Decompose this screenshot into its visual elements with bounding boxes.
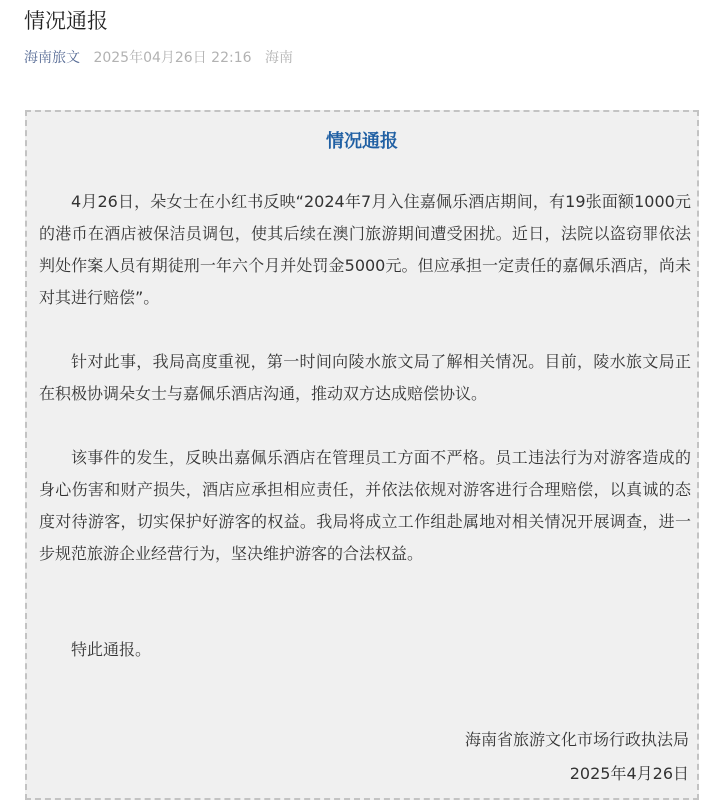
notice-paragraph-3: 该事件的发生，反映出嘉佩乐酒店在管理员工方面不严格。员工违法行为对游客造成的身心伤害和财产损失，酒店应承担相应责任，并依法依规对游客进行合理赔偿，以真诚的态度对待游客，切实保护好游客的权益。我局将成立工作组赴属地对相关情况开展调查，进一步规范旅游企业经营行为，坚决维护游客的合法权益。: [39, 448, 691, 563]
publish-time: 2025年04月26日 22:16: [93, 50, 252, 66]
account-name-link[interactable]: 海南旅文: [24, 50, 80, 66]
publish-location: 海南: [264, 50, 293, 66]
notice-paragraph-4: 特此通报。: [71, 640, 152, 659]
notice-paragraph-1: 4月26日，朵女士在小红书反映“2024年7月入住嘉佩乐酒店期间，有19张面额1000元的港币在酒店被保洁员调包，使其后续在澳门旅游期间遭受困扰。近日，法院以盗窃罪依法判处作案人员有期徒刑一年六个月并处罚金5000元。但应承担一定责任的嘉佩乐酒店，尚未对其进行赔偿”。: [39, 192, 691, 307]
article-meta: [24, 47, 293, 69]
signature-date: 2025年4月26日: [569, 764, 689, 783]
notice-box: [25, 110, 699, 800]
signature-organization: 海南省旅游文化市场行政执法局: [464, 730, 689, 749]
notice-paragraph-2: 针对此事，我局高度重视，第一时间向陵水旅文局了解相关情况。目前，陵水旅文局正在积极协调朵女士与嘉佩乐酒店沟通，推动双方达成赔偿协议。: [39, 352, 691, 403]
notice-heading: 情况通报: [326, 131, 398, 152]
article-title: 情况通报: [24, 9, 108, 33]
